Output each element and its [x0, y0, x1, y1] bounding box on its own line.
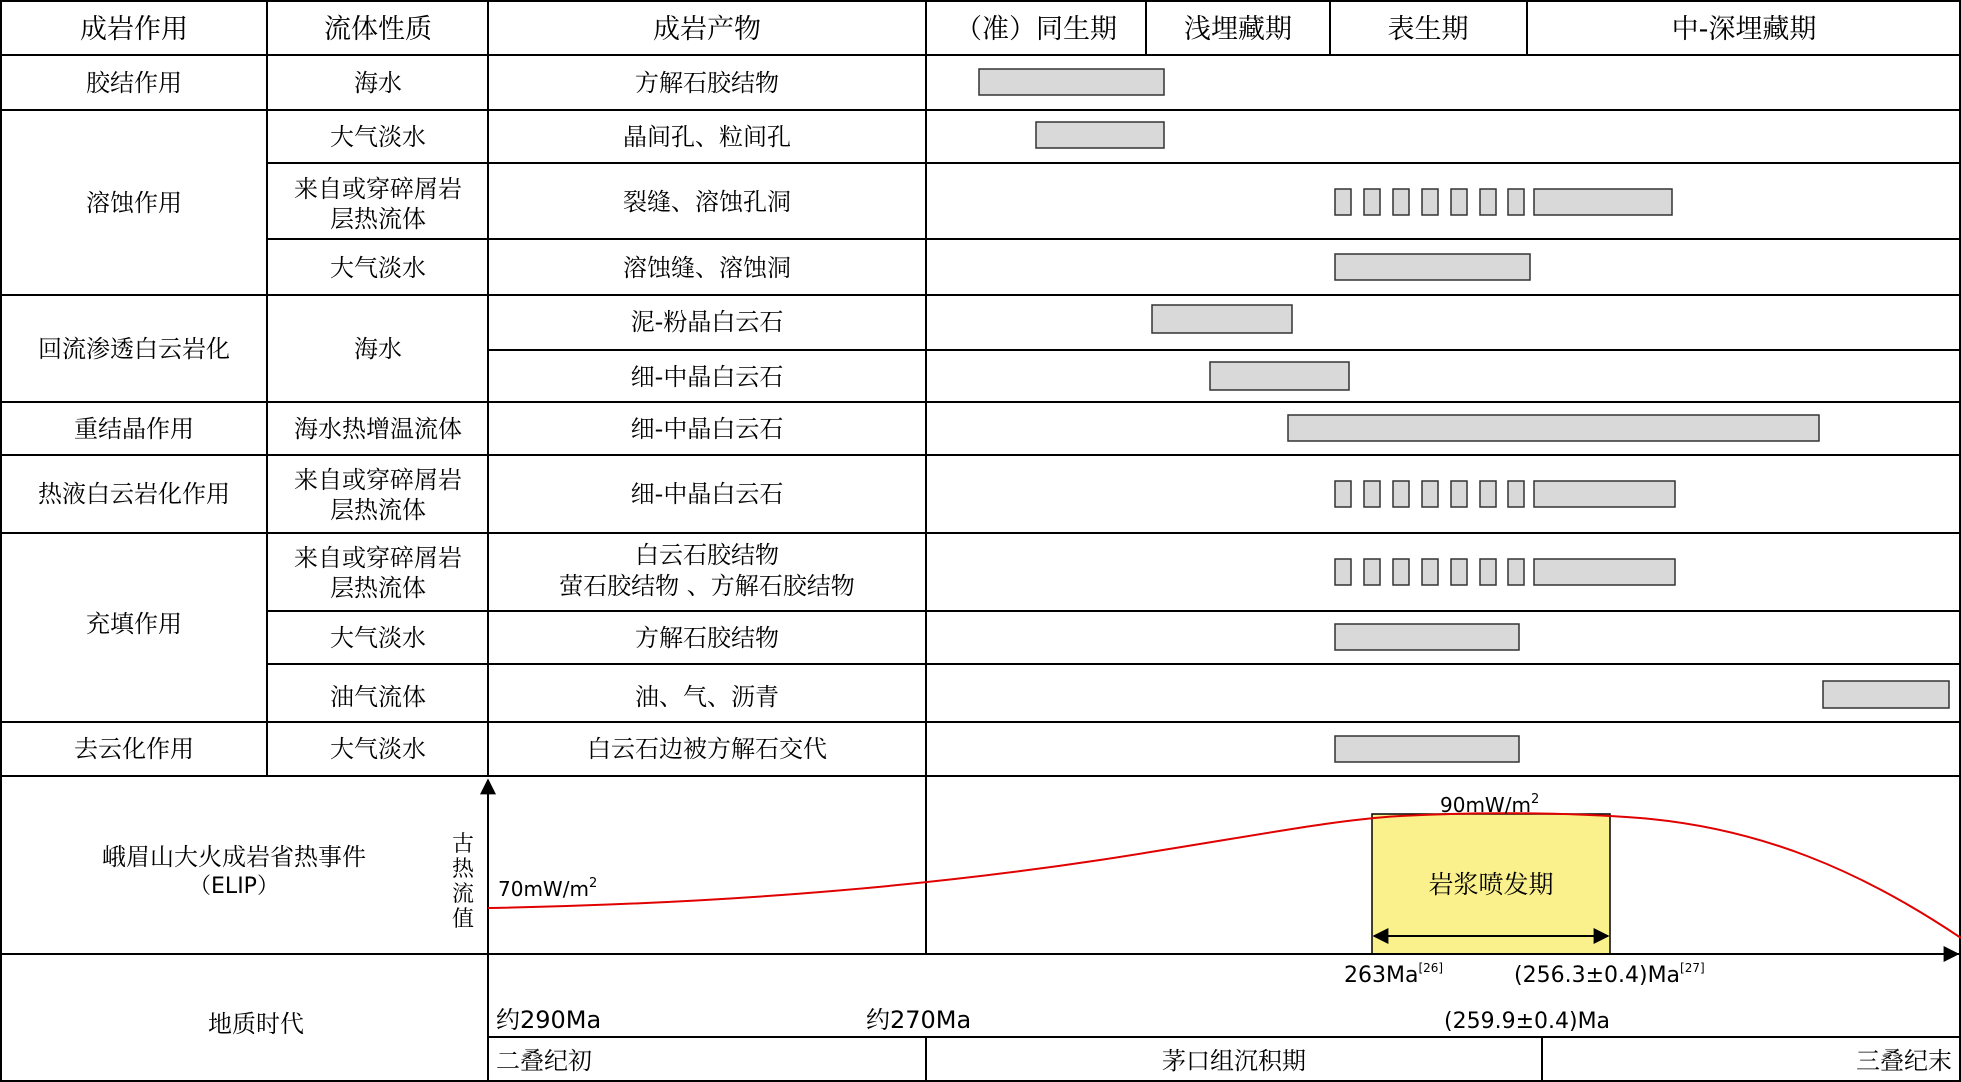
- period-bar: [1534, 559, 1675, 585]
- geotime-section: [208, 954, 1958, 1075]
- product-cell: 溶蚀缝、溶蚀洞: [623, 254, 791, 282]
- fluid-cell: 大气淡水: [330, 735, 426, 763]
- process-dedolomitization: 去云化作用: [74, 735, 194, 763]
- axis-label-char: 古: [451, 832, 475, 857]
- period-bar-dashed: [1335, 481, 1524, 507]
- period-permian-start: 二叠纪初: [496, 1047, 592, 1075]
- axis-label-char: 流: [451, 882, 475, 907]
- header-row: [80, 14, 1816, 45]
- fluid-cell: 层热流体: [330, 496, 426, 524]
- product-column: [559, 69, 855, 763]
- product-cell: 细-中晶白云石: [630, 415, 784, 443]
- period-bar: [1335, 254, 1530, 280]
- period-bars: [979, 69, 1949, 762]
- header-fluid: 流体性质: [324, 14, 432, 45]
- heat-flow-curve: [488, 813, 1961, 938]
- product-cell: 萤石胶结物 、方解石胶结物: [559, 572, 855, 600]
- product-cell: 方解石胶结物: [635, 69, 779, 97]
- header-stage-epigenetic: 表生期: [1387, 14, 1469, 45]
- date-256: (256.3±0.4)Ma[27]: [1514, 961, 1705, 988]
- geotime-label: 地质时代: [208, 1010, 304, 1038]
- period-bar: [1823, 681, 1949, 708]
- product-cell: 细-中晶白云石: [630, 480, 784, 508]
- event-title: 峨眉山大火成岩省热事件: [102, 843, 366, 871]
- date-263: 263Ma[26]: [1344, 961, 1444, 988]
- process-filling: 充填作用: [86, 610, 182, 638]
- fluid-cell: 来自或穿碎屑岩: [294, 175, 462, 203]
- age-start: 约290Ma: [496, 1006, 602, 1034]
- header-stage-shallow-burial: 浅埋藏期: [1184, 14, 1292, 45]
- fluid-cell: 层热流体: [330, 205, 426, 233]
- fluid-cell: 层热流体: [330, 574, 426, 602]
- product-cell: 油、气、沥青: [635, 683, 779, 711]
- product-cell: 泥-粉晶白云石: [630, 308, 784, 336]
- event-title-abbrev: （ELIP）: [189, 874, 279, 899]
- fluid-cell: 来自或穿碎屑岩: [294, 544, 462, 572]
- fluid-cell: 海水热增温流体: [294, 415, 462, 443]
- product-cell: 白云石胶结物: [635, 541, 779, 569]
- header-stage-syngenetic: （准）同生期: [955, 14, 1117, 45]
- process-recrystallization: 重结晶作用: [74, 415, 194, 443]
- period-bar: [1036, 122, 1164, 148]
- product-cell: 裂缝、溶蚀孔洞: [623, 188, 791, 216]
- period-bar: [1335, 736, 1519, 762]
- period-bar: [1335, 624, 1519, 650]
- fluid-cell: 海水: [354, 69, 402, 97]
- process-reflux-dolomitization: 回流渗透白云岩化: [38, 335, 230, 363]
- period-bar-dashed: [1335, 189, 1524, 215]
- period-bar: [1288, 415, 1819, 441]
- fluid-cell: 大气淡水: [330, 624, 426, 652]
- fluid-cell: 大气淡水: [330, 123, 426, 151]
- date-259: (259.9±0.4)Ma: [1444, 1009, 1611, 1034]
- process-column: [38, 69, 230, 763]
- period-bar: [979, 69, 1164, 95]
- axis-label-char: 热: [451, 857, 475, 882]
- product-cell: 方解石胶结物: [635, 624, 779, 652]
- low-flux-label: $70mW/m^2$: [498, 876, 598, 901]
- fluid-cell: 来自或穿碎屑岩: [294, 466, 462, 494]
- product-cell: 细-中晶白云石: [630, 363, 784, 391]
- header-stage-deep-burial: 中-深埋藏期: [1671, 14, 1817, 45]
- high-flux-label: $90mW/m^2$: [1440, 792, 1540, 817]
- period-bar: [1152, 305, 1292, 333]
- header-process: 成岩作用: [80, 14, 188, 45]
- period-triassic-end: 三叠纪末: [1856, 1047, 1952, 1075]
- fluid-cell: 大气淡水: [330, 254, 426, 282]
- header-product: 成岩产物: [653, 14, 761, 45]
- period-bar-dashed: [1335, 559, 1524, 585]
- period-bar: [1534, 189, 1672, 215]
- process-cementation: 胶结作用: [86, 69, 182, 97]
- eruption-label: 岩浆喷发期: [1428, 870, 1554, 899]
- heat-flow-axis-label: [452, 832, 475, 932]
- axis-label-char: 值: [451, 907, 475, 932]
- period-bar: [1534, 481, 1675, 507]
- product-cell: 白云石边被方解石交代: [587, 735, 827, 763]
- heat-event-section: [102, 780, 1961, 954]
- age-mid: 约270Ma: [866, 1006, 972, 1034]
- process-dissolution: 溶蚀作用: [86, 189, 182, 217]
- period-maokou: 茅口组沉积期: [1162, 1047, 1306, 1075]
- product-cell: 晶间孔、粒间孔: [623, 123, 791, 151]
- period-bar: [1210, 362, 1349, 390]
- fluid-cell: 油气流体: [330, 683, 426, 711]
- fluid-column: [294, 69, 462, 763]
- process-hydrothermal-dolomitization: 热液白云岩化作用: [38, 480, 230, 508]
- fluid-cell: 海水: [354, 335, 402, 363]
